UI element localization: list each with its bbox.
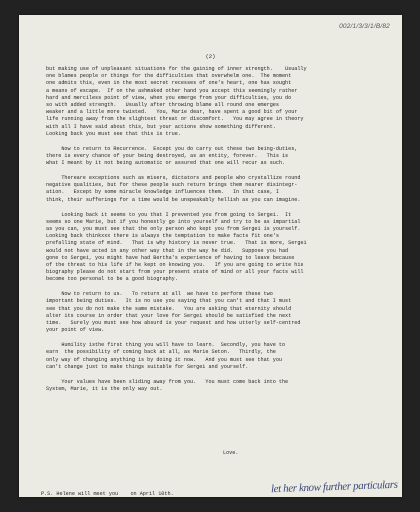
body-line: one blames people or things for the difficulties that overwhelm one. The moment <box>46 73 292 80</box>
paragraph-gap <box>46 334 394 342</box>
body-line: Humility isthe first thing you will have to learn. Secondly, you have to <box>46 342 286 349</box>
body-line: Your values have been sliding away from you. You must come back into the <box>46 378 289 385</box>
letter-page <box>19 15 402 497</box>
body-line: seems so one Marie, but if you honestly go into yourself and try to be as impartial <box>46 218 301 225</box>
body-line: as you can, you must see that the only person who kept you from Sergei is yourself. <box>46 225 301 232</box>
body-line: negative qualities, but for these people such return brings them nearer disintegr- <box>46 182 298 189</box>
body-line: become too personal to be a good biography. <box>46 276 178 283</box>
body-line: think, their sufferings for a time would be unspeakably hellish as you can imagine. <box>46 196 301 203</box>
body-line: only way of changing anything is by doing it now. And you must see that you <box>46 356 282 363</box>
body-line: earn the possibility of coming back at all, as Marie Seton. Thirdly, the <box>46 349 276 356</box>
body-line: can't change just to make things suitable for Sergei and yourself. <box>46 363 249 370</box>
body-line: there is every chance of your being destroyed, as an entity, forever. This is <box>46 152 289 159</box>
body-line: what I meant by it not being automatic or assured that one will recur as such. <box>46 160 286 167</box>
handwritten-note: let her know further particulars <box>270 478 398 496</box>
body-line: but making use of unpleasant situations for the gaining of inner strength. Usually <box>46 66 307 72</box>
body-line: weaker and a little more twisted. You, Marie dear, have spent a good bit of your <box>46 109 298 116</box>
body-line: one admits this, even in the most secret recesses of one's heart, one has sought <box>46 80 292 87</box>
letter-body <box>46 66 394 393</box>
body-line: with all I have said about this, but your actions show something different. <box>46 123 276 130</box>
paragraph-gap <box>46 371 394 379</box>
paragraph-gap <box>46 167 394 175</box>
body-line: Looking back thinkxxx there is always the temptation to make facts fit one's <box>46 233 279 240</box>
body-line: gone to Sergei, you might have had Bertha's experience of having to leave because <box>46 254 295 261</box>
body-line: would not have acted in any other way that in the way he did. Suppose you had <box>46 247 289 254</box>
body-line: so with added strength. Usually after throwing blame all round one emerges <box>46 101 279 108</box>
paragraph-gap <box>46 204 394 212</box>
body-line: Looking back you must see that this is true. <box>46 130 181 137</box>
body-line: see that you do not make the same mistake. You are asking that eternity should <box>46 305 292 312</box>
archive-reference: 002/1/3/3/1/B/82 <box>339 23 390 30</box>
body-line: Looking back it seems to you that I prevented you from going to Sergei. It <box>46 211 292 218</box>
closing-signoff: Love. <box>223 450 239 456</box>
body-line: alter its course in order that your love for Sergei should be satisfied the next <box>46 312 292 319</box>
body-line: Thereare exceptions such as misers, dictators and people who crystallize round <box>46 175 301 182</box>
paragraph-gap <box>46 138 394 146</box>
body-line: time. Surely you must see how absurd is your request and how utterly self-centred <box>46 320 301 326</box>
body-line: important being duties. It is no use you saying that you can't and that I must <box>46 298 292 305</box>
body-line: life running away from the slightest threat or discomfort. You may agree in theory <box>46 116 304 123</box>
postscript: P.S. Helene will meet you on April 10th. <box>41 491 174 497</box>
body-line: Now to return to us. To return at all we have to perform these two <box>46 291 273 298</box>
paragraph-gap <box>46 283 394 291</box>
body-line: ation. Except by some miracle knowledge influences them. In that case, I <box>46 189 279 196</box>
body-line: hard and merciless point of view, when you emerge from your difficulties, you do <box>46 94 292 101</box>
body-line: of the threat to his life if he kept on knowing you. If you are going to write his <box>46 261 304 268</box>
page-number: (2) <box>205 53 216 60</box>
body-line: System, Marie, it is the only way out. <box>46 385 163 392</box>
body-line: prefalling state of mind. That is why history is never true. That is more, Sergei <box>46 240 307 247</box>
body-line: biography please do not start from your present state of mind or all your facts will <box>46 269 304 276</box>
body-line: Now to return to Recurrence. Except you do carry out these two being-duties, <box>46 145 298 152</box>
body-line: your point of view. <box>46 327 105 334</box>
body-line: a means of escape. If on the ashmaked other hand you accept this seemingly rather <box>46 87 298 94</box>
